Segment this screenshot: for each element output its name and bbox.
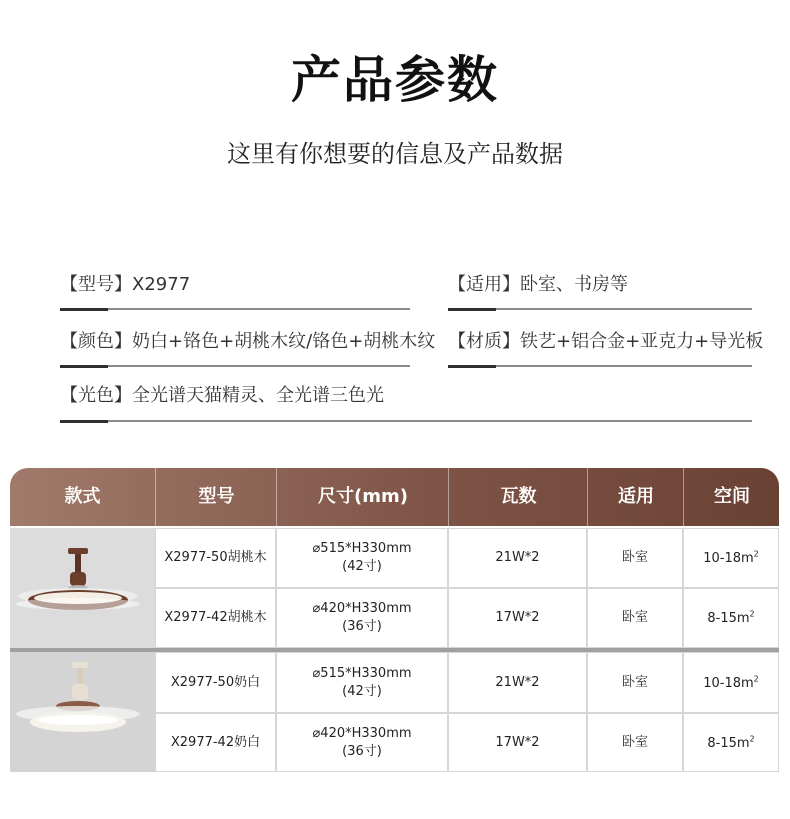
unit-superscript: 2 (753, 674, 759, 684)
space-text: 8-15m (707, 736, 750, 751)
header-wattage: 瓦数 (448, 468, 588, 526)
wattage-text: 21W*2 (495, 550, 540, 565)
cell-size (276, 652, 448, 713)
divider (448, 365, 752, 367)
spec-light-color (60, 381, 384, 407)
unit-superscript: 2 (753, 549, 759, 559)
table-header (10, 468, 779, 526)
size-text: ⌀515*H330mm (312, 541, 412, 556)
cell-wattage (448, 713, 587, 772)
room-text: 卧室 (621, 610, 648, 625)
spec-label: 【适用】 (448, 274, 520, 295)
cell-model (155, 652, 276, 713)
spec-label: 【颜色】 (60, 331, 132, 352)
cell-room (587, 528, 683, 588)
cell-model (155, 713, 276, 772)
cell-space (683, 652, 779, 713)
product-table (10, 468, 779, 774)
header-space: 空间 (683, 468, 780, 526)
space-text: 10-18m (703, 551, 754, 566)
spec-value: 全光谱天猫精灵、全光谱三色光 (132, 385, 384, 406)
unit-superscript: 2 (749, 609, 755, 619)
spec-label: 【型号】 (60, 274, 132, 295)
cell-space (683, 528, 779, 588)
space-text: 10-18m (703, 676, 754, 691)
divider (60, 308, 410, 310)
spec-value: 卧室、书房等 (520, 274, 628, 295)
cell-wattage (448, 652, 587, 713)
room-text: 卧室 (621, 674, 648, 690)
cell-space (683, 588, 779, 648)
size-note: (42寸) (342, 683, 382, 699)
cell-model (155, 588, 276, 648)
header-room: 适用 (587, 468, 684, 526)
room-text: 卧室 (621, 550, 648, 565)
spec-label: 【光色】 (60, 385, 132, 406)
model-text: X2977-50胡桃木 (164, 550, 267, 565)
spec-value: 铁艺+铝合金+亚克力+导光板 (520, 331, 764, 352)
size-note: (36寸) (342, 743, 382, 759)
model-text: X2977-50奶白 (170, 674, 261, 690)
walnut-fan-image (10, 528, 155, 648)
product-image-cream (10, 652, 155, 772)
model-text: X2977-42胡桃木 (164, 610, 267, 625)
product-image-walnut (10, 528, 155, 648)
size-text: ⌀420*H330mm (312, 725, 412, 741)
divider (60, 365, 410, 367)
wattage-text: 17W*2 (495, 610, 540, 625)
spec-model (60, 270, 190, 296)
cell-room (587, 652, 683, 713)
divider (60, 420, 752, 422)
cell-size (276, 713, 448, 772)
size-note: (36寸) (342, 619, 382, 634)
spec-material (448, 327, 763, 353)
wattage-text: 21W*2 (495, 674, 540, 690)
wattage-text: 17W*2 (495, 734, 540, 750)
spec-value: 奶白+铬色+胡桃木纹/铬色+胡桃木纹 (132, 331, 436, 352)
cell-space (683, 713, 779, 772)
cell-size (276, 528, 448, 588)
cream-fan-image (10, 652, 155, 772)
header-size: 尺寸(mm) (276, 468, 449, 526)
header-model: 型号 (155, 468, 277, 526)
cell-room (587, 588, 683, 648)
cell-size (276, 588, 448, 648)
cell-wattage (448, 588, 587, 648)
model-text: X2977-42奶白 (170, 734, 261, 750)
spec-applicable (448, 270, 628, 296)
page-subtitle: 这里有你想要的信息及产品数据 (227, 140, 563, 168)
size-text: ⌀515*H330mm (312, 665, 412, 681)
size-note: (42寸) (342, 559, 382, 574)
divider (448, 308, 752, 310)
spec-color (60, 327, 435, 353)
page-title: 产品参数 (291, 51, 499, 109)
header-style: 款式 (64, 486, 101, 507)
spec-label: 【材质】 (448, 331, 520, 352)
size-text: ⌀420*H330mm (312, 601, 412, 616)
space-text: 8-15m (707, 611, 750, 626)
unit-superscript: 2 (749, 734, 755, 744)
spec-value: X2977 (132, 274, 191, 295)
cell-model (155, 528, 276, 588)
cell-room (587, 713, 683, 772)
cell-wattage (448, 528, 587, 588)
room-text: 卧室 (621, 734, 648, 750)
